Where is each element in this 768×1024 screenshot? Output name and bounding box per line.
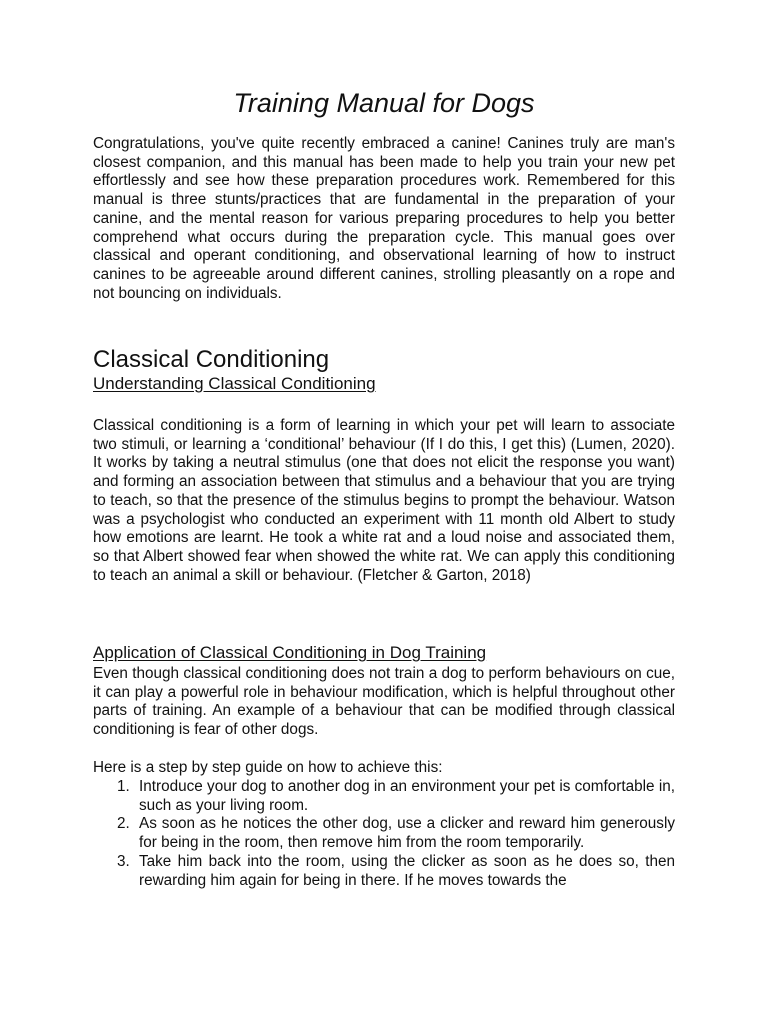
intro-paragraph: Congratulations, you've quite recently embraced a canine! Canines truly are man's closest companion, and this manual has been made to help you train your new pet effortlessly and see how these preparation procedures work. Remembered for this manual is three stunts/practices that are fundamental in the preparation of your canine, and the mental reason for various preparing procedures to help you better comprehend what occurs during the preparation cycle. This manual goes over classical and operant conditioning, and observational learning of how to instruct canines to be agreeable around different canines, strolling pleasantly on a rope and not bouncing on individuals. xyxy=(93,135,675,302)
step-number: 1. xyxy=(117,778,130,795)
list-item-step-3 xyxy=(93,853,675,890)
step-guide-intro: Here is a step by step guide on how to achieve this: xyxy=(93,759,443,776)
list-item-step-1 xyxy=(93,778,675,815)
step-text: Introduce your dog to another dog in an environment your pet is comfortable in, such as your living room. xyxy=(139,778,675,814)
classical-conditioning-paragraph: Classical conditioning is a form of learning in which your pet will learn to associate two stimuli, or learning a ‘conditional’ behaviour (If I do this, I get this) (Lumen, 2020). It works by taking a neutral stimulus (one that does not elicit the response you want) and forming an association between that stimulus and a behaviour that you are trying to teach, so that the presence of the stimulus begins to prompt the behaviour. Watson was a psychologist who conducted an experiment with 11 month old Albert to study how emotions are learnt. He took a white rat and a loud noise and associated them, so that Albert showed fear when showed the white rat. We can apply this conditioning to teach an animal a skill or behaviour. (Fletcher & Garton, 2018) xyxy=(93,417,675,584)
list-item-step-2 xyxy=(93,815,675,852)
step-number: 2. xyxy=(117,815,130,833)
step-number: 3. xyxy=(117,852,130,870)
subheading-understanding-classical-conditioning: Understanding Classical Conditioning xyxy=(93,374,376,393)
subheading-application-in-dog-training: Application of Classical Conditioning in Dog Training xyxy=(93,643,487,662)
step-text: Take him back into the room, using the clicker as soon as he does so, then rewarding him again for being in there. If he moves towards the xyxy=(139,852,675,889)
step-text: As soon as he notices the other dog, use a clicker and reward him generously for being in the room, then remove him from the room temporarily. xyxy=(139,815,675,852)
application-paragraph: Even though classical conditioning does not train a dog to perform behaviours on cue, it can play a powerful role in behaviour modification, which is helpful throughout other parts of training. An example of a behaviour that can be modified through classical conditioning is fear of other dogs. xyxy=(93,665,675,739)
section-heading-classical-conditioning: Classical Conditioning xyxy=(93,346,330,373)
step-list xyxy=(93,778,675,890)
document-title: Training Manual for Dogs xyxy=(233,88,535,118)
